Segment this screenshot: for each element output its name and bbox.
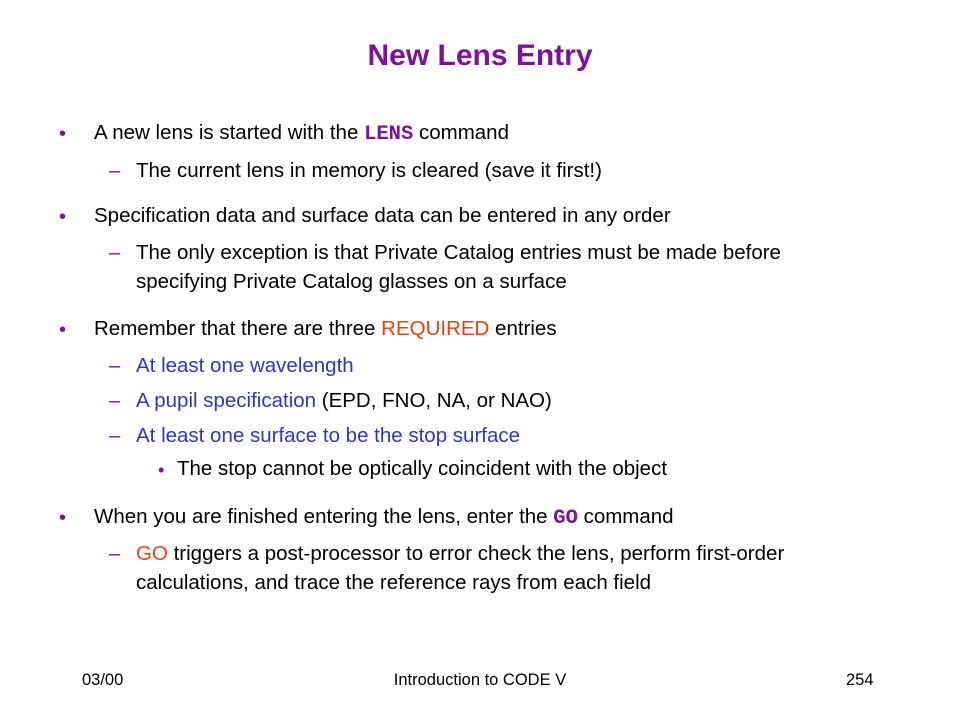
sub-bullet-text-continued: calculations, and trace the reference rays from each field (136, 571, 652, 594)
bullet-marker: • (59, 507, 67, 529)
text-segment: command (413, 121, 509, 144)
sub-bullet-text: At least one surface to be the stop surface (136, 424, 521, 447)
dash-marker: – (109, 160, 121, 182)
sub-bullet-text-continued: specifying Private Catalog glasses on a surface (136, 270, 567, 293)
bullet-marker: • (59, 206, 67, 228)
dash-marker: – (109, 242, 121, 264)
go-command: GO (553, 507, 578, 530)
bullet-text: Specification data and surface data can be entered in any order (94, 204, 671, 227)
sub-sub-bullet-text: The stop cannot be optically coincident with the object (177, 457, 668, 480)
go-highlight: GO (136, 542, 168, 565)
dash-marker: – (109, 543, 121, 565)
text-segment: Remember that there are three (94, 317, 382, 340)
footer-date: 03/00 (82, 671, 124, 689)
text-segment: When you are finished entering the lens, enter the (94, 505, 554, 528)
dash-marker: – (109, 355, 121, 377)
sub-bullet-text: The only exception is that Private Catalog entries must be made before (136, 241, 781, 264)
text-segment: A pupil specification (136, 389, 317, 412)
bullet-text (94, 121, 509, 147)
bullet-text (94, 505, 674, 531)
bullet-marker: • (59, 123, 67, 145)
text-segment: entries (489, 317, 557, 340)
sub-bullet-text (136, 389, 552, 413)
dash-marker: – (109, 390, 121, 412)
text-segment: (EPD, FNO, NA, or NAO) (316, 389, 552, 412)
bullet-text (94, 317, 557, 341)
text-segment: command (577, 505, 674, 528)
bullet-marker: • (59, 319, 67, 341)
slide-title: New Lens Entry (367, 39, 593, 72)
text-segment: triggers a post-processor to error check the lens, perform first-order (167, 542, 785, 565)
sub-bullet-text: The current lens in memory is cleared (save it first!) (136, 159, 602, 182)
sub-bullet-text: At least one wavelength (136, 354, 354, 377)
sub-bullet-marker: • (158, 460, 165, 480)
dash-marker: – (109, 425, 121, 447)
footer-title: Introduction to CODE V (393, 671, 567, 689)
lens-command: LENS (364, 123, 414, 146)
sub-bullet-text (136, 542, 784, 566)
required-highlight: REQUIRED (381, 317, 490, 340)
text-segment: A new lens is started with the (94, 121, 365, 144)
page-number: 254 (846, 671, 874, 689)
